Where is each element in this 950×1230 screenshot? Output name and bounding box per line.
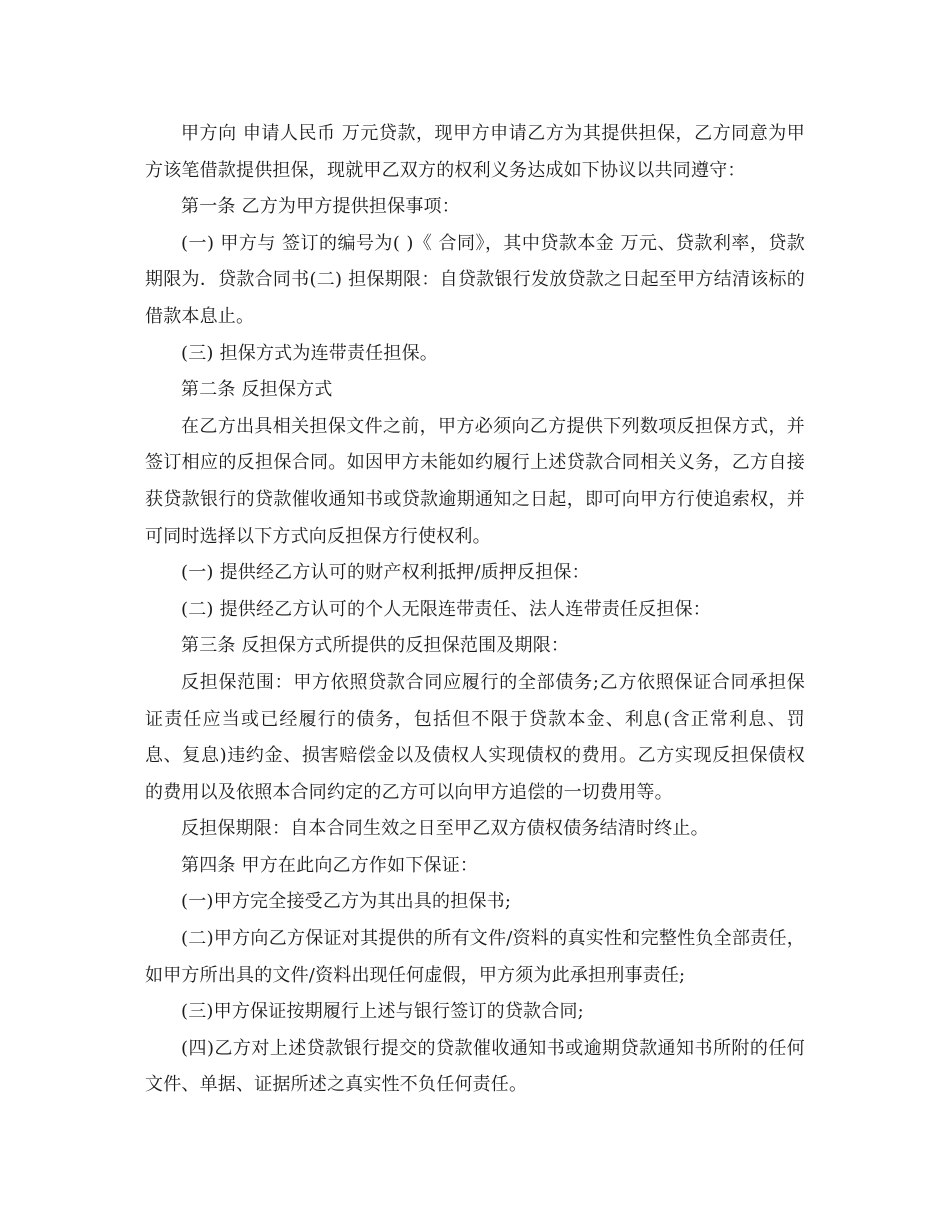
- article-4-item-4: (四)乙方对上述贷款银行提交的贷款催收通知书或逾期贷款通知书所附的任何文件、单据、证据所述之真实性不负任何责任。: [145, 1037, 805, 1096]
- article-1-item-3: (三) 担保方式为连带责任担保。: [181, 342, 438, 364]
- article-4-heading: 第四条 甲方在此向乙方作如下保证：: [181, 854, 479, 876]
- article-2-body: 在乙方出具相关担保文件之前，甲方必须向乙方提供下列数项反担保方式，并签订相应的反担保合同。如因甲方未能如约履行上述贷款合同相关义务，乙方自接获贷款银行的贷款催收通知书或贷款逾期通知之日起，即可向甲方行使追索权，并可同时选择以下方式向反担保方行使权利。: [145, 415, 805, 547]
- article-1-item-1: (一) 甲方与 签订的编号为( )《 合同》，其中贷款本金 万元、贷款利率，贷款期限为．贷款合同书(二) 担保期限：自贷款银行发放贷款之日起至甲方结清该标的借款本息止。: [145, 232, 805, 327]
- article-4-item-1: (一)甲方完全接受乙方为其出具的担保书;: [181, 891, 512, 913]
- article-4-item-3: (三)甲方保证按期履行上述与银行签订的贷款合同;: [181, 1001, 584, 1023]
- article-2-item-2: (二) 提供经乙方认可的个人无限连带责任、法人连带责任反担保：: [181, 598, 711, 620]
- article-4-item-2: (二)甲方向乙方保证对其提供的所有文件/资料的真实性和完整性负全部责任，如甲方所出具的文件/资料出现任何虚假，甲方须为此承担刑事责任;: [145, 928, 805, 986]
- paragraph-intro: 甲方向 申请人民币 万元贷款，现甲方申请乙方为其提供担保，乙方同意为甲方该笔借款提供担保，现就甲乙双方的权利义务达成如下协议以共同遵守：: [145, 123, 805, 181]
- article-3-scope: 反担保范围：甲方依照贷款合同应履行的全部债务;乙方依照保证合同承担保证责任应当或已经履行的债务，包括但不限于贷款本金、利息(含正常利息、罚息、复息)违约金、损害赔偿金以及债权人实现债权的费用。乙方实现反担保债权的费用以及依照本合同约定的乙方可以向甲方追偿的一切费用等。: [145, 671, 805, 803]
- article-3-term: 反担保期限：自本合同生效之日至甲乙双方债权债务结清时终止。: [181, 818, 709, 840]
- document-body: [145, 116, 805, 1104]
- article-2-heading: 第二条 反担保方式: [181, 379, 333, 401]
- article-3-heading: 第三条 反担保方式所提供的反担保范围及期限：: [181, 635, 570, 657]
- article-1-heading: 第一条 乙方为甲方提供担保事项：: [181, 196, 460, 218]
- article-2-item-1: (一) 提供经乙方认可的财产权利抵押/质押反担保：: [181, 562, 590, 584]
